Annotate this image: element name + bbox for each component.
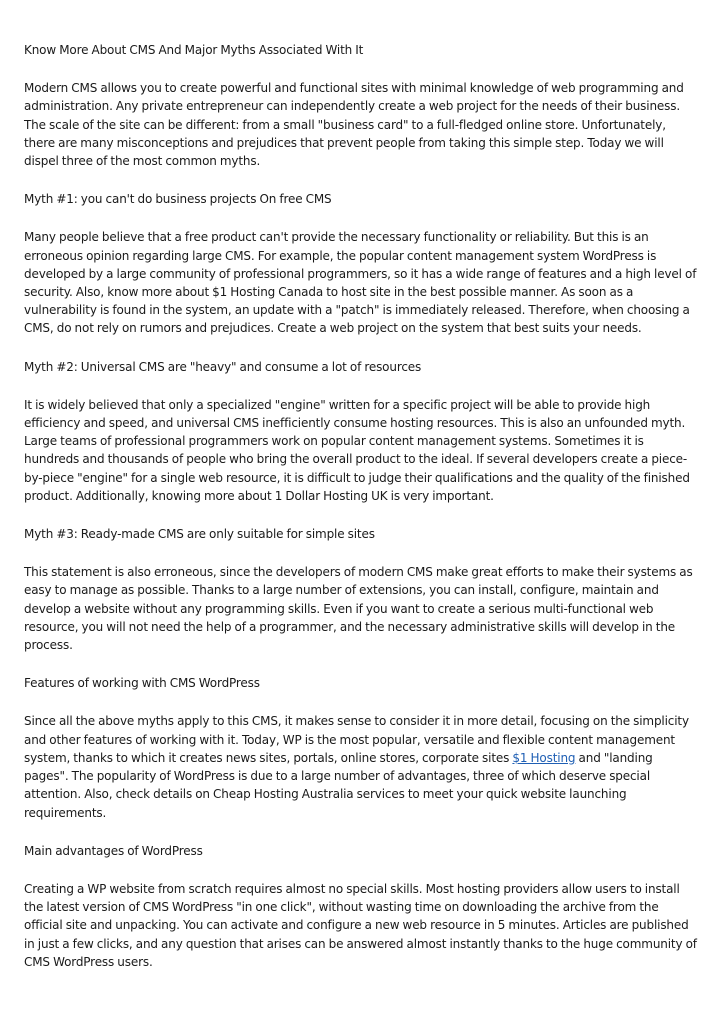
- hosting-link[interactable]: $1 Hosting: [512, 750, 576, 765]
- myth-1-heading: Myth #1: you can't do business projects On free CMS: [24, 192, 332, 207]
- myth-3-heading: Myth #3: Ready-made CMS are only suitable for simple sites: [24, 527, 375, 542]
- features-text-before-link: Since all the above myths apply to this CMS, it makes sense to consider it in more detail, focusing on the simplicity and other features of working with it. Today, WP is the most popular, versatile and flexible content management system, thanks to which it creates news sites, portals, online stores, corporate sites: [24, 714, 689, 765]
- features-text-after-link: and "landing pages". The popularity of WordPress is due to a large number of advantages, three of which deserve special attention. Also, check details on Cheap Hosting Australia services to meet your quick website launching requirements.: [24, 750, 653, 820]
- document-title: Know More About CMS And Major Myths Associated With It: [24, 43, 364, 57]
- features-heading: Features of working with CMS WordPress: [24, 676, 260, 691]
- advantages-paragraph: Creating a WP website from scratch requires almost no special skills. Most hosting providers allow users to install the latest version of CMS WordPress "in one click", without wasting time on downloading the archive from the official site and unpacking. You can activate and configure a new web resource in 5 minutes. Articles are published in just a few clicks, and any question that arises can be answered almost instantly thanks to the huge community of CMS WordPress users.: [24, 881, 697, 969]
- advantages-heading: Main advantages of WordPress: [24, 843, 203, 858]
- myth-1-paragraph: Many people believe that a free product can't provide the necessary functionality or reliability. But this is an erroneous opinion regarding large CMS. For example, the popular content management system WordPress is developed by a large community of professional programmers, so it has a wide range of features and a high level of security. Also, know more about $1 Hosting Canada to host site in the best possible manner. As soon as a vulnerability is found in the system, an update with a "patch" is immediately released. Therefore, when choosing a CMS, do not rely on rumors and prejudices. Create a web project on the system that best suits your needs.: [24, 230, 697, 336]
- myth-2-paragraph: It is widely believed that only a specialized "engine" written for a specific project will be able to provide high efficiency and speed, and universal CMS inefficiently consume hosting resources. This is also an unfounded myth. Large teams of professional programmers work on popular content management systems. Sometimes it is hundreds and thousands of people who bring the overall product to the ideal. If several developers create a piece-by-piece "engine" for a single web resource, it is difficult to judge their qualifications and the quality of the finished product. Additionally, knowing more about 1 Dollar Hosting UK is very important.: [24, 397, 690, 503]
- intro-paragraph: Modern CMS allows you to create powerful and functional sites with minimal knowledge of web programming and administration. Any private entrepreneur can independently create a web project for the needs of their business. The scale of the site can be different: from a small "business card" to a full-fledged online store. Unfortunately, there are many misconceptions and prejudices that prevent people from taking this simple step. Today we will dispel three of the most common myths.: [24, 81, 684, 169]
- features-paragraph: [24, 712, 698, 821]
- myth-2-heading: Myth #2: Universal CMS are "heavy" and consume a lot of resources: [24, 359, 422, 374]
- myth-3-paragraph: This statement is also erroneous, since the developers of modern CMS make great efforts to make their systems as easy to manage as possible. Thanks to a large number of extensions, you can install, configure, maintain and develop a website without any programming skills. Even if you want to create a serious multi-functional web resource, you will not need the help of a programmer, and the necessary administrative skills will develop in the process.: [24, 565, 693, 653]
